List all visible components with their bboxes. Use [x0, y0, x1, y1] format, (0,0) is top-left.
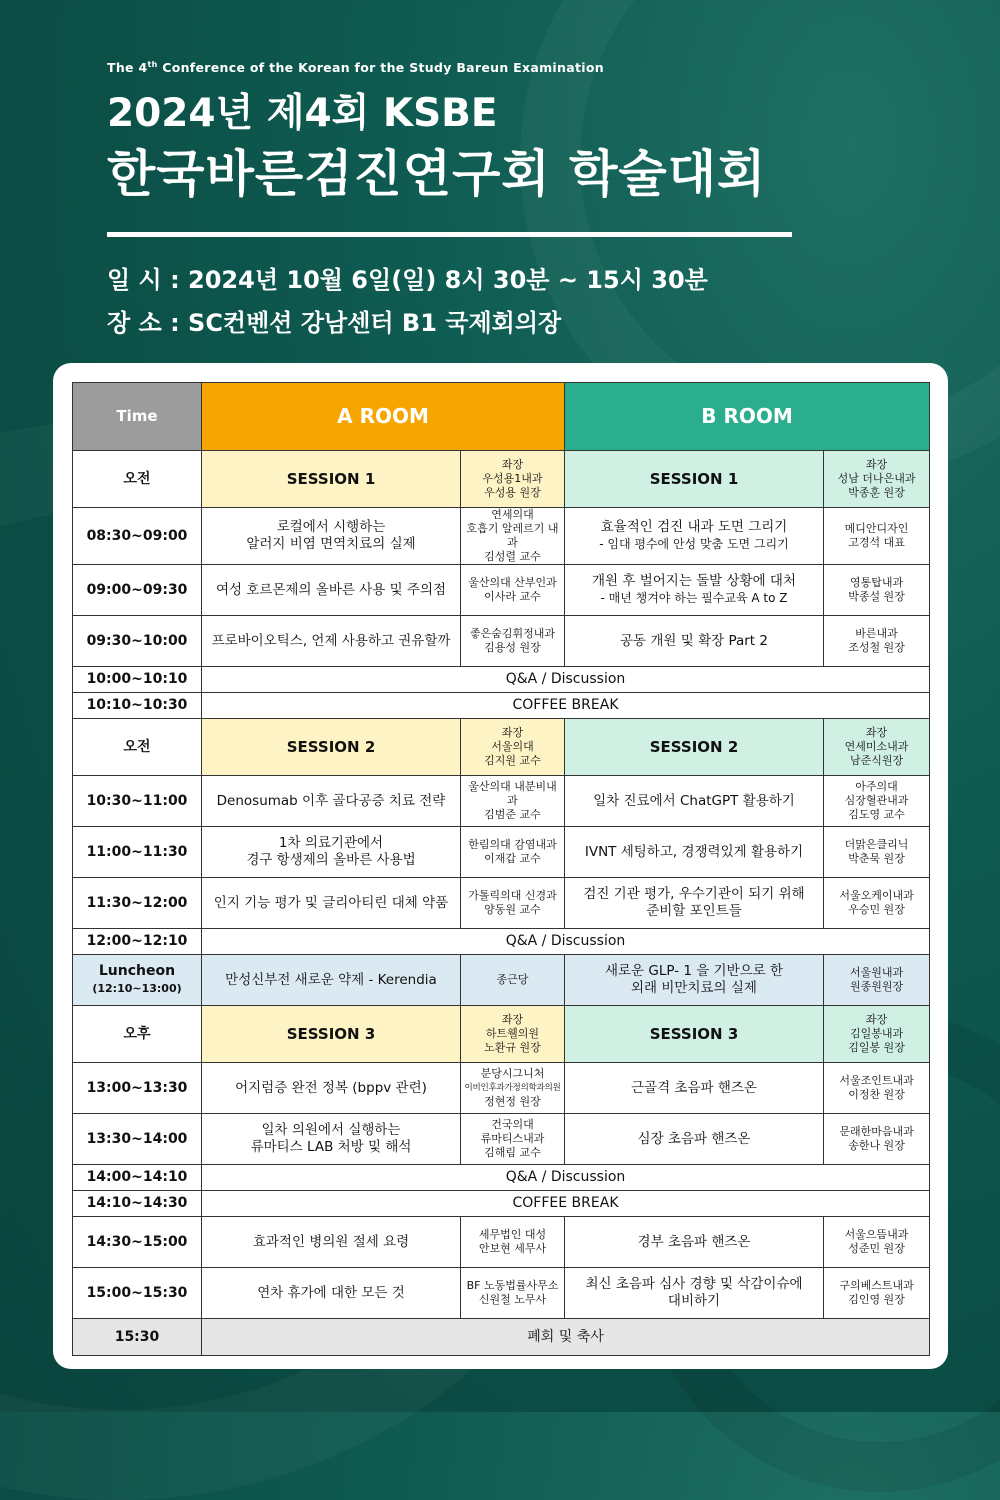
a-lecture-title: 일차 의원에서 실행하는 류마티스 LAB 처방 및 해석 — [202, 1114, 461, 1165]
subtitle-superscript: th — [147, 60, 158, 69]
table-row — [73, 827, 930, 878]
a-speaker: 울산의대 산부인과 이사라 교수 — [461, 565, 565, 616]
title-divider — [107, 232, 792, 237]
a-speaker: 종근당 — [461, 955, 565, 1006]
time-slot: 15:00~15:30 — [73, 1268, 202, 1319]
a-lecture-title: 효과적인 병의원 절세 요령 — [202, 1217, 461, 1268]
time-slot: 12:00~12:10 — [73, 929, 202, 955]
b-lecture-title: IVNT 세팅하고, 경쟁력있게 활용하기 — [565, 827, 824, 878]
b-lecture-title: 최신 초음파 심사 경향 및 삭감이슈에 대비하기 — [565, 1268, 824, 1319]
b-lecture-title: 검진 기관 평가, 우수기관이 되기 위해 준비할 포인트들 — [565, 878, 824, 929]
time-slot: 13:30~14:00 — [73, 1114, 202, 1165]
a-lecture-title: 어지럼증 완전 정복 (bppv 관련) — [202, 1063, 461, 1114]
subtitle-text: Conference of the Korean for the Study Bareun Examination — [157, 60, 604, 76]
session-row — [73, 1006, 930, 1063]
b-lecture-title: 일차 진료에서 ChatGPT 활용하기 — [565, 776, 824, 827]
b-lecture-title: 공동 개원 및 확장 Part 2 — [565, 616, 824, 667]
session-row — [73, 719, 930, 776]
time-slot: 08:30~09:00 — [73, 508, 202, 565]
time-column-header: Time — [73, 383, 202, 451]
b-lecture-title: 효율적인 검진 내과 도면 그리기 - 임대 평수에 안성 맞춤 도면 그리기 — [565, 508, 824, 565]
b-lecture-title: 근골격 초음파 핸즈온 — [565, 1063, 824, 1114]
table-row — [73, 878, 930, 929]
a-speaker: 울산의대 내분비내과 김범준 교수 — [461, 776, 565, 827]
b-speaker: 서울으뜸내과 성준민 원장 — [824, 1217, 930, 1268]
a-speaker: 분당시그니처 이비인후과가정의학과의원 정현정 원장 — [461, 1063, 565, 1114]
b-lecture-title: 새로운 GLP- 1 을 기반으로 한 외래 비만치료의 실제 — [565, 955, 824, 1006]
time-slot: 09:00~09:30 — [73, 565, 202, 616]
table-row — [73, 508, 930, 565]
a-session-title: SESSION 1 — [202, 451, 461, 508]
break-row — [73, 1191, 930, 1217]
b-session-title: SESSION 2 — [565, 719, 824, 776]
schedule-table — [72, 382, 930, 1356]
event-venue: 장 소 : SC컨벤션 강남센터 B1 국제회의장 — [107, 309, 562, 337]
qa-label: Q&A / Discussion — [202, 929, 930, 955]
a-speaker: 한림의대 감염내과 이재갑 교수 — [461, 827, 565, 878]
table-row — [73, 1217, 930, 1268]
table-row — [73, 1114, 930, 1165]
a-session-title: SESSION 2 — [202, 719, 461, 776]
table-row — [73, 1268, 930, 1319]
time-slot: 14:00~14:10 — [73, 1165, 202, 1191]
time-slot: 10:30~11:00 — [73, 776, 202, 827]
time-slot: 14:30~15:00 — [73, 1217, 202, 1268]
a-lecture-title: 인지 기능 평가 및 글리아티린 대체 약품 — [202, 878, 461, 929]
a-speaker: 가톨릭의대 신경과 양동원 교수 — [461, 878, 565, 929]
time-slot: 09:30~10:00 — [73, 616, 202, 667]
b-speaker: 문래한마음내과 송한나 원장 — [824, 1114, 930, 1165]
coffee-break-label: COFFEE BREAK — [202, 693, 930, 719]
qa-row — [73, 667, 930, 693]
b-speaker: 서울오케이내과 우승민 원장 — [824, 878, 930, 929]
event-date: 일 시 : 2024년 10월 6일(일) 8시 30분 ~ 15시 30분 — [107, 266, 708, 294]
english-subtitle — [107, 55, 907, 78]
a-lecture-title: 프로바이오틱스, 언제 사용하고 권유할까 — [202, 616, 461, 667]
time-slot: 13:00~13:30 — [73, 1063, 202, 1114]
a-session-chair: 좌장 하트웰의원 노환규 원장 — [461, 1006, 565, 1063]
time-slot: 10:10~10:30 — [73, 693, 202, 719]
b-session-title: SESSION 3 — [565, 1006, 824, 1063]
a-speaker: 세무법인 대성 안보현 세무사 — [461, 1217, 565, 1268]
session-time: 오전 — [73, 719, 202, 776]
b-session-chair: 좌장 연세미소내과 남준식원장 — [824, 719, 930, 776]
table-header-row — [73, 383, 930, 451]
time-slot: 11:30~12:00 — [73, 878, 202, 929]
time-slot: 11:00~11:30 — [73, 827, 202, 878]
session-time: 오전 — [73, 451, 202, 508]
table-row — [73, 776, 930, 827]
b-speaker: 메디안디자인 고경석 대표 — [824, 508, 930, 565]
b-speaker: 아주의대 심장혈관내과 김도영 교수 — [824, 776, 930, 827]
qa-row — [73, 1165, 930, 1191]
a-session-chair: 좌장 서울의대 김지원 교수 — [461, 719, 565, 776]
coffee-break-label: COFFEE BREAK — [202, 1191, 930, 1217]
a-lecture-title: 1차 의료기관에서 경구 항생제의 올바른 사용법 — [202, 827, 461, 878]
time-slot: 10:00~10:10 — [73, 667, 202, 693]
a-lecture-title: 만성신부전 새로운 약제 - Kerendia — [202, 955, 461, 1006]
qa-row — [73, 929, 930, 955]
b-lecture-title: 심장 초음파 핸즈온 — [565, 1114, 824, 1165]
table-row — [73, 1063, 930, 1114]
schedule-card — [53, 363, 948, 1369]
qa-label: Q&A / Discussion — [202, 667, 930, 693]
table-row — [73, 565, 930, 616]
b-session-chair: 좌장 성남 더나은내과 박종훈 원장 — [824, 451, 930, 508]
a-session-title: SESSION 3 — [202, 1006, 461, 1063]
b-speaker: 서울원내과 원종원원장 — [824, 955, 930, 1006]
closing-row — [73, 1319, 930, 1356]
time-slot: 15:30 — [73, 1319, 202, 1356]
session-row — [73, 451, 930, 508]
a-lecture-title: Denosumab 이후 골다공증 치료 전략 — [202, 776, 461, 827]
a-session-chair: 좌장 우성용1내과 우성용 원장 — [461, 451, 565, 508]
b-lecture-title: 개원 후 벌어지는 돌발 상황에 대처 - 매년 챙겨야 하는 필수교육 A to Z — [565, 565, 824, 616]
b-session-title: SESSION 1 — [565, 451, 824, 508]
poster-header — [107, 55, 907, 206]
a-speaker: 연세의대 호흡기 알레르기 내과 김성렬 교수 — [461, 508, 565, 565]
b-room-header: B ROOM — [565, 383, 930, 451]
b-speaker: 바른내과 조성철 원장 — [824, 616, 930, 667]
b-speaker: 더맑은클리닉 박춘묵 원장 — [824, 827, 930, 878]
subtitle-text: The 4 — [107, 60, 148, 76]
a-lecture-title: 연차 휴가에 대한 모든 것 — [202, 1268, 461, 1319]
a-speaker: 건국의대 류마티스내과 김해림 교수 — [461, 1114, 565, 1165]
a-lecture-title: 여성 호르몬제의 올바른 사용 및 주의점 — [202, 565, 461, 616]
b-speaker: 서울조인트내과 이정찬 원장 — [824, 1063, 930, 1114]
b-speaker: 영통탑내과 박종설 원장 — [824, 565, 930, 616]
break-row — [73, 693, 930, 719]
event-title: 2024년 제4회 KSBE — [107, 91, 498, 137]
qa-label: Q&A / Discussion — [202, 1165, 930, 1191]
session-time: 오후 — [73, 1006, 202, 1063]
luncheon-row — [73, 955, 930, 1006]
a-lecture-title: 로컬에서 시행하는 알러지 비염 면역치료의 실제 — [202, 508, 461, 565]
b-session-chair: 좌장 김일봉내과 김일봉 원장 — [824, 1006, 930, 1063]
luncheon-time: Luncheon (12:10~13:00) — [73, 955, 202, 1006]
table-row — [73, 616, 930, 667]
b-lecture-title: 경부 초음파 핸즈온 — [565, 1217, 824, 1268]
a-speaker: BF 노동법률사무소 신원철 노무사 — [461, 1268, 565, 1319]
a-room-header: A ROOM — [202, 383, 565, 451]
b-speaker: 구의베스트내과 김인영 원장 — [824, 1268, 930, 1319]
a-speaker: 좋은숨김휘정내과 김용성 원장 — [461, 616, 565, 667]
closing-label: 폐회 및 축사 — [202, 1319, 930, 1356]
time-slot: 14:10~14:30 — [73, 1191, 202, 1217]
event-main-title: 한국바른검진연구회 학술대회 — [107, 145, 767, 204]
